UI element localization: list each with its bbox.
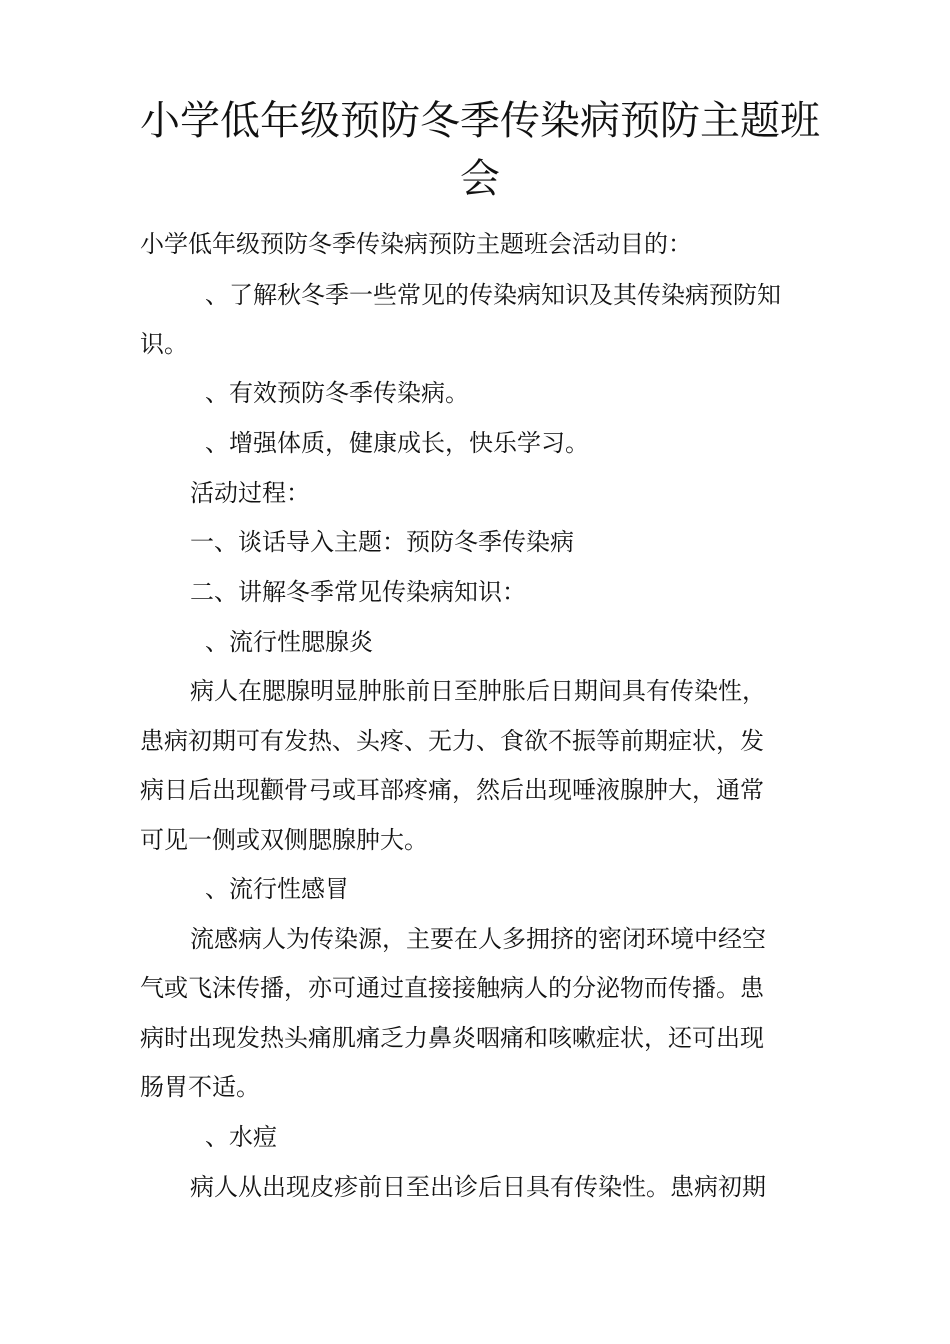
purpose-item-2: 、有效预防冬季传染病。 (205, 379, 469, 407)
disease-3-text-1: 病人从出现皮疹前日至出诊后日具有传染性。患病初期 (190, 1173, 766, 1201)
section-2-heading: 二、讲解冬季常见传染病知识： (190, 578, 526, 606)
disease-1-text-4: 可见一侧或双侧腮腺肿大。 (140, 826, 428, 854)
disease-2-text-2: 气或飞沫传播，亦可通过直接接触病人的分泌物而传播。患 (140, 974, 764, 1002)
disease-1-text-3: 病日后出现颧骨弓或耳部疼痛，然后出现唾液腺肿大，通常 (140, 776, 764, 804)
disease-2-text-1: 流感病人为传染源，主要在人多拥挤的密闭环境中经空 (190, 925, 766, 953)
purpose-item-1-cont: 识。 (140, 330, 188, 358)
disease-2-text-3: 病时出现发热头痛肌痛乏力鼻炎咽痛和咳嗽症状，还可出现 (140, 1024, 764, 1052)
disease-1-text-1: 病人在腮腺明显肿胀前日至肿胀后日期间具有传染性， (190, 677, 766, 705)
disease-1-text-2: 患病初期可有发热、头疼、无力、食欲不振等前期症状，发 (140, 727, 764, 755)
title-line-2: 会 (460, 156, 500, 202)
disease-3-heading: 、水痘 (205, 1123, 277, 1151)
section-1-heading: 一、谈话导入主题：预防冬季传染病 (190, 528, 574, 556)
document-title (140, 92, 820, 208)
purpose-heading: 小学低年级预防冬季传染病预防主题班会活动目的： (140, 230, 692, 258)
disease-1-heading: 、流行性腮腺炎 (205, 628, 373, 656)
title-line-1: 小学低年级预防冬季传染病预防主题班 (140, 98, 820, 144)
purpose-item-1: 、了解秋冬季一些常见的传染病知识及其传染病预防知 (205, 281, 781, 309)
process-heading: 活动过程： (190, 479, 310, 507)
disease-2-heading: 、流行性感冒 (205, 875, 349, 903)
disease-2-text-4: 肠胃不适。 (140, 1073, 260, 1101)
purpose-item-3: 、增强体质，健康成长，快乐学习。 (205, 429, 589, 457)
